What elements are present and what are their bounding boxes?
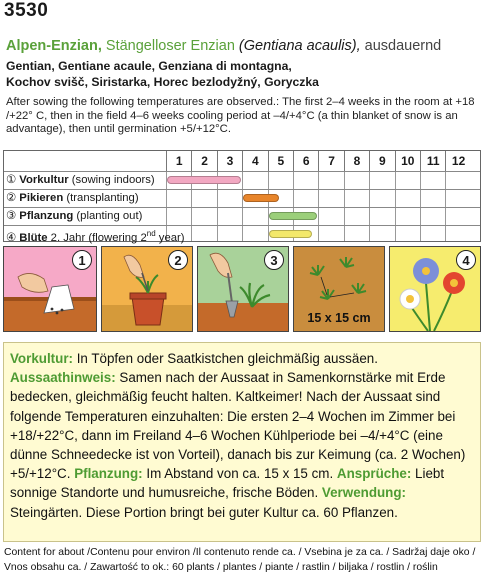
schedule-bar-vorkultur (167, 176, 241, 184)
title-species: Stängelloser Enzian (105, 38, 235, 54)
row-name: Pflanzung (19, 210, 74, 222)
month-header-12: 12 (445, 151, 470, 171)
month-header-9: 9 (369, 151, 394, 171)
title-genus: Alpen-Enzian, (6, 38, 102, 54)
footer-line-1: Content for about /Contenu pour environ /Il contenuto rende ca. / Vsebina je za ca. / Sadržaj daje oko / (4, 547, 476, 558)
month-header-1: 1 (166, 151, 191, 171)
month-header-11: 11 (420, 151, 445, 171)
month-header-5: 5 (268, 151, 293, 171)
names-line-1: Gentian, Gentiane acaule, Genziana di montagna, (6, 59, 292, 73)
month-column-line (344, 171, 345, 241)
step-number-1: 1 (72, 250, 92, 270)
step-number-4: 4 (456, 250, 476, 270)
row-number: ② (6, 192, 17, 204)
step-picture-spacing (293, 246, 385, 332)
row-note: 2. Jahr (flowering 2 (47, 231, 147, 244)
step-number-3: 3 (264, 250, 284, 270)
month-column-line (420, 171, 421, 241)
month-header-10: 10 (395, 151, 420, 171)
month-header-3: 3 (217, 151, 242, 171)
step-picture-planting (197, 246, 289, 332)
schedule-bar-blüte (269, 230, 313, 238)
schedule-bar-pikieren (243, 194, 279, 202)
month-column-line (242, 171, 243, 241)
month-header-2: 2 (191, 151, 216, 171)
month-header-8: 8 (344, 151, 369, 171)
product-code: 3530 (4, 0, 49, 21)
product-title (6, 38, 441, 54)
step-number-2: 2 (168, 250, 188, 270)
row-number: ④ (6, 231, 17, 244)
pflanzung-text: Im Abstand von ca. 15 x 15 cm. (142, 466, 334, 482)
schedule-bar-pflanzung (269, 212, 318, 220)
seed-content-footer (4, 546, 484, 575)
month-column-line (268, 171, 269, 241)
title-latin: (Gentiana acaulis), (238, 38, 361, 54)
row-name: Blüte (19, 231, 48, 244)
spacing-label: 15 x 15 cm (307, 311, 371, 325)
row-note-end: year) (155, 231, 185, 244)
month-column-line (369, 171, 370, 241)
intro-text: After sowing the following temperatures are observed.: The first 2–4 weeks in the room at +18 /+22° C, then in the field 4–6 weeks cooling period at –4/+4°C (a thin blanket of snow is an advantage), then until germination +5/+12°C. (6, 96, 475, 136)
schedule-table (3, 150, 481, 242)
title-duration: ausdauernd (364, 38, 442, 54)
step-picture-sowing (3, 246, 97, 332)
month-column-line (395, 171, 396, 241)
schedule-row-label (6, 225, 185, 243)
pflanzung-label: Pflanzung: (74, 466, 143, 482)
common-names (6, 58, 319, 90)
row-name: Vorkultur (19, 174, 69, 186)
aussaat-label: Aussaathinweis: (10, 370, 116, 386)
month-header-4: 4 (242, 151, 267, 171)
ansprueche-text: Liebt sonnige Standorte und humusreiche, frische Böden. (10, 466, 445, 501)
row-name: Pikieren (19, 192, 64, 204)
month-header-7: 7 (318, 151, 343, 171)
row-note: (sowing indoors) (71, 174, 155, 186)
step-picture-transplanting (101, 246, 193, 332)
verwendung-label: Verwendung: (321, 485, 406, 501)
vorkultur-label: Vorkultur: (10, 351, 73, 366)
schedule-row-label (6, 207, 142, 225)
month-column-line (445, 171, 446, 241)
vorkultur-text: In Töpfen oder Saatkistchen gleichmäßig aussäen. (72, 351, 378, 366)
schedule-row-label (6, 189, 139, 207)
aussaat-text: Samen nach der Aussaat in Samenkornstärke mit Erde bedecken, gleichmäßig feucht halten. Kaltkeimer! Nach der Aussaat sind folgende Temperaturen einzuhalten: Die ersten 2–4 Wochen im Zimmer bei +18/+22°C, dann im Freiland 4–6 Wochen Kühlperiode bei –4/+4°C (eine dünne Schneedecke ist von Vorteil), danach bis zur Keimung (ca. 2 Wochen) +5/+12°C. (10, 370, 466, 482)
month-header-6: 6 (293, 151, 318, 171)
row-number: ① (6, 174, 17, 186)
row-note: (transplanting) (66, 192, 139, 204)
cultivation-instructions (3, 342, 481, 542)
step-picture-flowering (389, 246, 481, 332)
row-note-sup: nd (146, 229, 156, 238)
row-number: ③ (6, 210, 17, 222)
month-column-line (318, 171, 319, 241)
verwendung-text: Steingärten. Diese Portion bringt bei guter Kultur ca. 60 Pflanzen. (10, 504, 398, 520)
schedule-row-label (6, 171, 155, 189)
footer-line-2: Vnos obsahu ca. / Zawartość to ok.: 60 plants / plantes / piante / rastlin / biljaka / rostlin / roślin (4, 561, 438, 573)
ansprueche-label: Ansprüche: (336, 466, 412, 482)
names-line-2: Kochov svišč, Siristarka, Horec bezlodyžný, Goryczka (6, 75, 319, 89)
row-note: (planting out) (76, 210, 143, 222)
